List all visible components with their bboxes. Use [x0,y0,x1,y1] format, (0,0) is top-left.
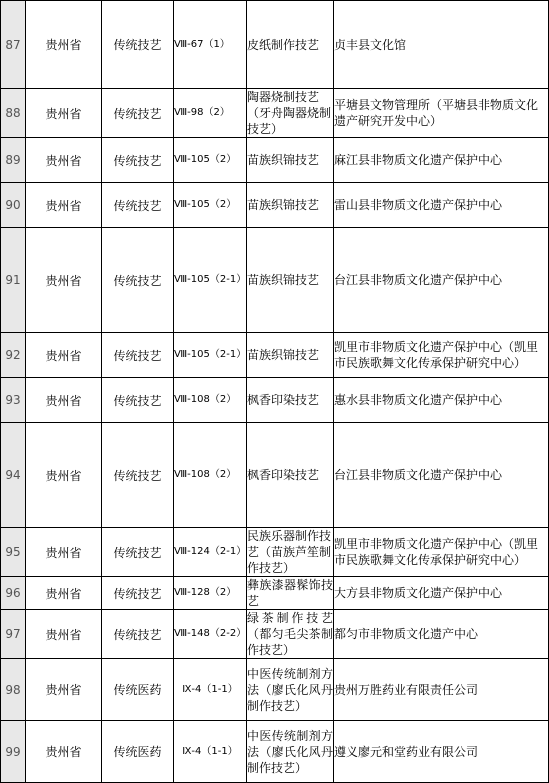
category-cell[interactable]: 传统技艺 [102,610,174,659]
project-cell[interactable]: 皮纸制作技艺 [247,1,334,89]
project-cell[interactable]: 苗族织锦技艺 [247,138,334,183]
category-cell[interactable]: 传统技艺 [102,528,174,577]
code-cell[interactable]: Ⅷ-105（2） [174,183,247,228]
province-cell[interactable]: 贵州省 [26,228,102,333]
table-row[interactable] [1,577,549,610]
row-number[interactable]: 92 [1,333,26,378]
category-cell[interactable]: 传统技艺 [102,378,174,423]
province-cell[interactable]: 贵州省 [26,1,102,89]
table-row[interactable] [1,228,549,333]
row-number[interactable]: 99 [1,721,26,783]
table-row[interactable] [1,378,549,423]
code-cell[interactable]: Ⅷ-128（2） [174,577,247,610]
project-cell[interactable]: 民族乐器制作技艺（苗族芦笙制作技艺） [247,528,334,577]
unit-cell[interactable]: 台江县非物质文化遗产保护中心 [334,228,549,333]
project-cell[interactable]: 中医传统制剂方法（廖氏化风丹制作技艺） [247,721,334,783]
project-cell[interactable]: 苗族织锦技艺 [247,228,334,333]
province-cell[interactable]: 贵州省 [26,423,102,528]
province-cell[interactable]: 贵州省 [26,138,102,183]
unit-cell[interactable]: 都匀市非物质文化遗产中心 [334,610,549,659]
province-cell[interactable]: 贵州省 [26,183,102,228]
unit-cell[interactable]: 台江县非物质文化遗产保护中心 [334,423,549,528]
category-cell[interactable]: 传统技艺 [102,1,174,89]
table-row[interactable] [1,610,549,659]
project-cell[interactable]: 彝族漆器髹饰技艺 [247,578,333,608]
unit-cell[interactable]: 麻江县非物质文化遗产保护中心 [334,138,549,183]
category-cell[interactable]: 传统医药 [102,659,174,721]
code-cell[interactable]: Ⅷ-124（2-1） [174,528,247,577]
row-number[interactable]: 98 [1,659,26,721]
row-number[interactable]: 90 [1,183,26,228]
code-cell[interactable]: Ⅷ-98（2） [174,89,247,138]
project-cell[interactable]: 绿茶制作技艺（都匀毛尖茶制作技艺） [247,611,333,657]
code-cell[interactable]: Ⅷ-105（2-1） [174,333,247,378]
table-row[interactable] [1,721,549,783]
row-number[interactable]: 95 [1,528,26,577]
code-cell[interactable]: Ⅸ-4（1-1） [174,721,247,783]
province-cell[interactable]: 贵州省 [26,528,102,577]
project-cell[interactable]: 陶器烧制技艺（牙舟陶器烧制技艺） [247,89,334,138]
category-cell[interactable]: 传统医药 [102,721,174,783]
unit-cell[interactable]: 凯里市非物质文化遗产保护中心（凯里市民族歌舞文化传承保护研究中心） [334,333,549,378]
code-cell[interactable]: Ⅷ-105（2） [174,138,247,183]
code-cell[interactable]: Ⅷ-67（1） [174,1,247,89]
row-number[interactable]: 87 [1,1,26,89]
category-cell[interactable]: 传统技艺 [102,138,174,183]
project-cell[interactable]: 枫香印染技艺 [247,423,334,528]
table-row[interactable] [1,659,549,721]
unit-cell[interactable]: 遵义廖元和堂药业有限公司 [334,721,549,783]
row-number[interactable]: 97 [1,610,26,659]
unit-cell[interactable]: 凯里市非物质文化遗产保护中心（凯里市民族歌舞文化传承保护研究中心） [334,528,549,577]
province-cell[interactable]: 贵州省 [26,333,102,378]
row-number[interactable]: 88 [1,89,26,138]
code-cell[interactable]: Ⅷ-108（2） [174,378,247,423]
province-cell[interactable]: 贵州省 [26,378,102,423]
unit-cell[interactable]: 贞丰县文化馆 [334,1,549,89]
category-cell[interactable]: 传统技艺 [102,89,174,138]
table-row[interactable] [1,89,549,138]
code-cell[interactable]: Ⅷ-105（2-1） [174,228,247,333]
code-cell[interactable]: Ⅸ-4（1-1） [174,659,247,721]
project-cell[interactable]: 苗族织锦技艺 [247,333,334,378]
unit-cell[interactable]: 雷山县非物质文化遗产保护中心 [334,183,549,228]
project-cell[interactable]: 苗族织锦技艺 [247,183,334,228]
province-cell[interactable]: 贵州省 [26,89,102,138]
row-number[interactable]: 96 [1,577,26,610]
unit-cell[interactable]: 平塘县文物管理所（平塘县非物质文化遗产研究开发中心） [334,89,549,138]
row-number[interactable]: 94 [1,423,26,528]
province-cell[interactable]: 贵州省 [26,610,102,659]
category-cell[interactable]: 传统技艺 [102,183,174,228]
category-cell[interactable]: 传统技艺 [102,333,174,378]
table-row[interactable] [1,333,549,378]
unit-cell[interactable]: 大方县非物质文化遗产保护中心 [334,577,549,610]
table-row[interactable] [1,138,549,183]
table-row[interactable] [1,423,549,528]
province-cell[interactable]: 贵州省 [26,577,102,610]
project-cell[interactable]: 枫香印染技艺 [247,378,334,423]
unit-cell[interactable]: 贵州万胜药业有限责任公司 [334,659,549,721]
province-cell[interactable]: 贵州省 [26,659,102,721]
category-cell[interactable]: 传统技艺 [102,228,174,333]
code-cell[interactable]: Ⅷ-108（2） [174,423,247,528]
category-cell[interactable]: 传统技艺 [102,577,174,610]
table-row[interactable] [1,528,549,577]
table-row[interactable] [1,183,549,228]
row-number[interactable]: 93 [1,378,26,423]
table-row[interactable] [1,1,549,89]
province-cell[interactable]: 贵州省 [26,721,102,783]
row-number[interactable]: 89 [1,138,26,183]
category-cell[interactable]: 传统技艺 [102,423,174,528]
code-cell[interactable]: Ⅷ-148（2-2） [174,610,247,659]
unit-cell[interactable]: 惠水县非物质文化遗产保护中心 [334,378,549,423]
project-cell[interactable]: 中医传统制剂方法（廖氏化风丹制作技艺） [247,659,334,721]
row-number[interactable]: 91 [1,228,26,333]
